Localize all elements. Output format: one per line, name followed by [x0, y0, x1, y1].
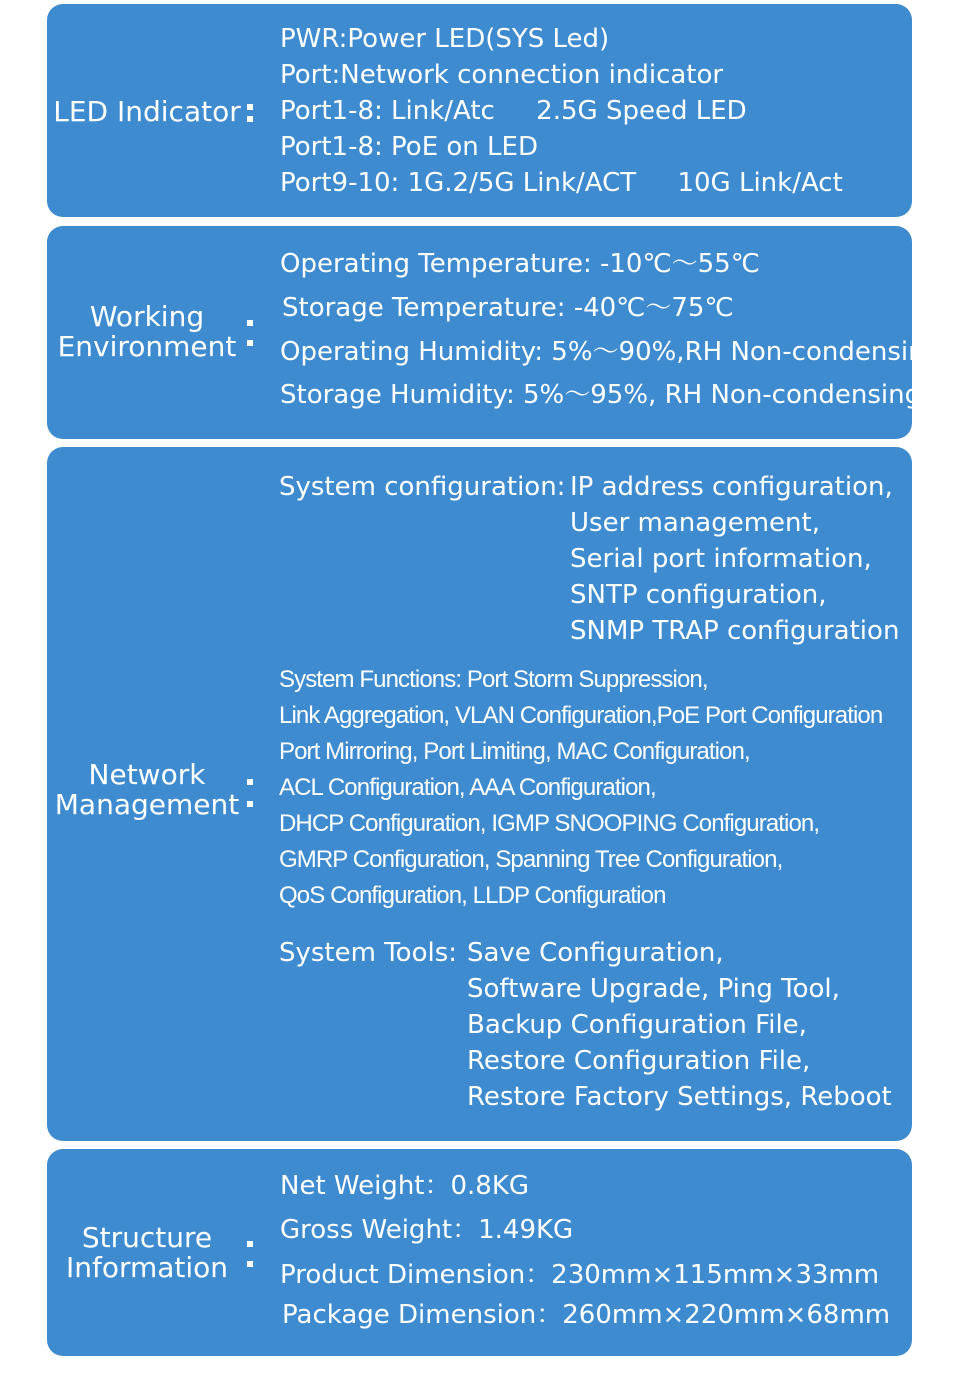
- led-indicator-panel: [47, 4, 912, 217]
- system-functions-line: Link Aggregation, VLAN Configuration,PoE Port Configuration: [279, 702, 883, 729]
- structure-information-label-line1: Structure: [81, 1221, 213, 1254]
- system-tools-item: Save Configuration,: [467, 938, 724, 968]
- system-tools-item: Restore Factory Settings, Reboot: [467, 1082, 892, 1112]
- system-tools-item: Software Upgrade, Ping Tool,: [467, 974, 840, 1004]
- environment-line: Storage Temperature: -40℃～75℃: [282, 293, 734, 323]
- structure-line: Product Dimension：230mm×115mm×33mm: [280, 1260, 880, 1290]
- structure-information-panel: [47, 1149, 912, 1356]
- system-config-item: SNTP configuration,: [570, 580, 827, 610]
- environment-line: Operating Humidity: 5%～90%,RH Non-condensing: [280, 337, 942, 367]
- network-management-label-line1: Network: [88, 758, 206, 791]
- system-functions-line: QoS Configuration, LLDP Configuration: [279, 882, 666, 909]
- led-indicator-label: LED Indicator: [53, 95, 241, 128]
- network-management-label-line2: Management: [54, 788, 240, 821]
- system-tools-key: System Tools:: [279, 938, 458, 968]
- structure-information-label-line2: Information: [65, 1251, 229, 1284]
- system-config-item: IP address configuration,: [570, 472, 893, 502]
- system-functions-line: ACL Configuration, AAA Configuration,: [279, 774, 656, 801]
- led-line: PWR:Power LED(SYS Led): [280, 24, 610, 54]
- system-config-key: System configuration:: [279, 472, 566, 502]
- structure-line: Net Weight：0.8KG: [280, 1171, 530, 1201]
- system-config-item: Serial port information,: [570, 544, 872, 574]
- system-config-item: User management,: [570, 508, 820, 538]
- system-functions-line: System Functions: Port Storm Suppression,: [279, 666, 708, 693]
- system-functions-line: GMRP Configuration, Spanning Tree Configuration,: [279, 846, 783, 873]
- structure-line: Package Dimension：260mm×220mm×68mm: [282, 1300, 891, 1330]
- structure-line: Gross Weight：1.49KG: [280, 1215, 574, 1245]
- led-line: Port:Network connection indicator: [280, 60, 724, 90]
- working-environment-label-line2: Environment: [57, 330, 237, 363]
- working-environment-panel: [47, 226, 942, 439]
- led-line: Port1-8: PoE on LED: [280, 132, 538, 162]
- system-functions-line: DHCP Configuration, IGMP SNOOPING Configuration,: [279, 810, 820, 837]
- system-tools-item: Backup Configuration File,: [467, 1010, 807, 1040]
- environment-line: Storage Humidity: 5%～95%, RH Non-condensing: [280, 380, 922, 410]
- system-config-item: SNMP TRAP configuration: [570, 616, 900, 646]
- environment-line: Operating Temperature: -10℃～55℃: [280, 249, 760, 279]
- led-line: Port1-8: Link/Atc 2.5G Speed LED: [280, 96, 747, 126]
- working-environment-label-line1: Working: [89, 300, 205, 333]
- network-management-panel: [47, 447, 912, 1141]
- system-functions-line: Port Mirroring, Port Limiting, MAC Configuration,: [279, 738, 750, 765]
- led-line: Port9-10: 1G.2/5G Link/ACT 10G Link/Act: [280, 168, 843, 198]
- system-tools-item: Restore Configuration File,: [467, 1046, 811, 1076]
